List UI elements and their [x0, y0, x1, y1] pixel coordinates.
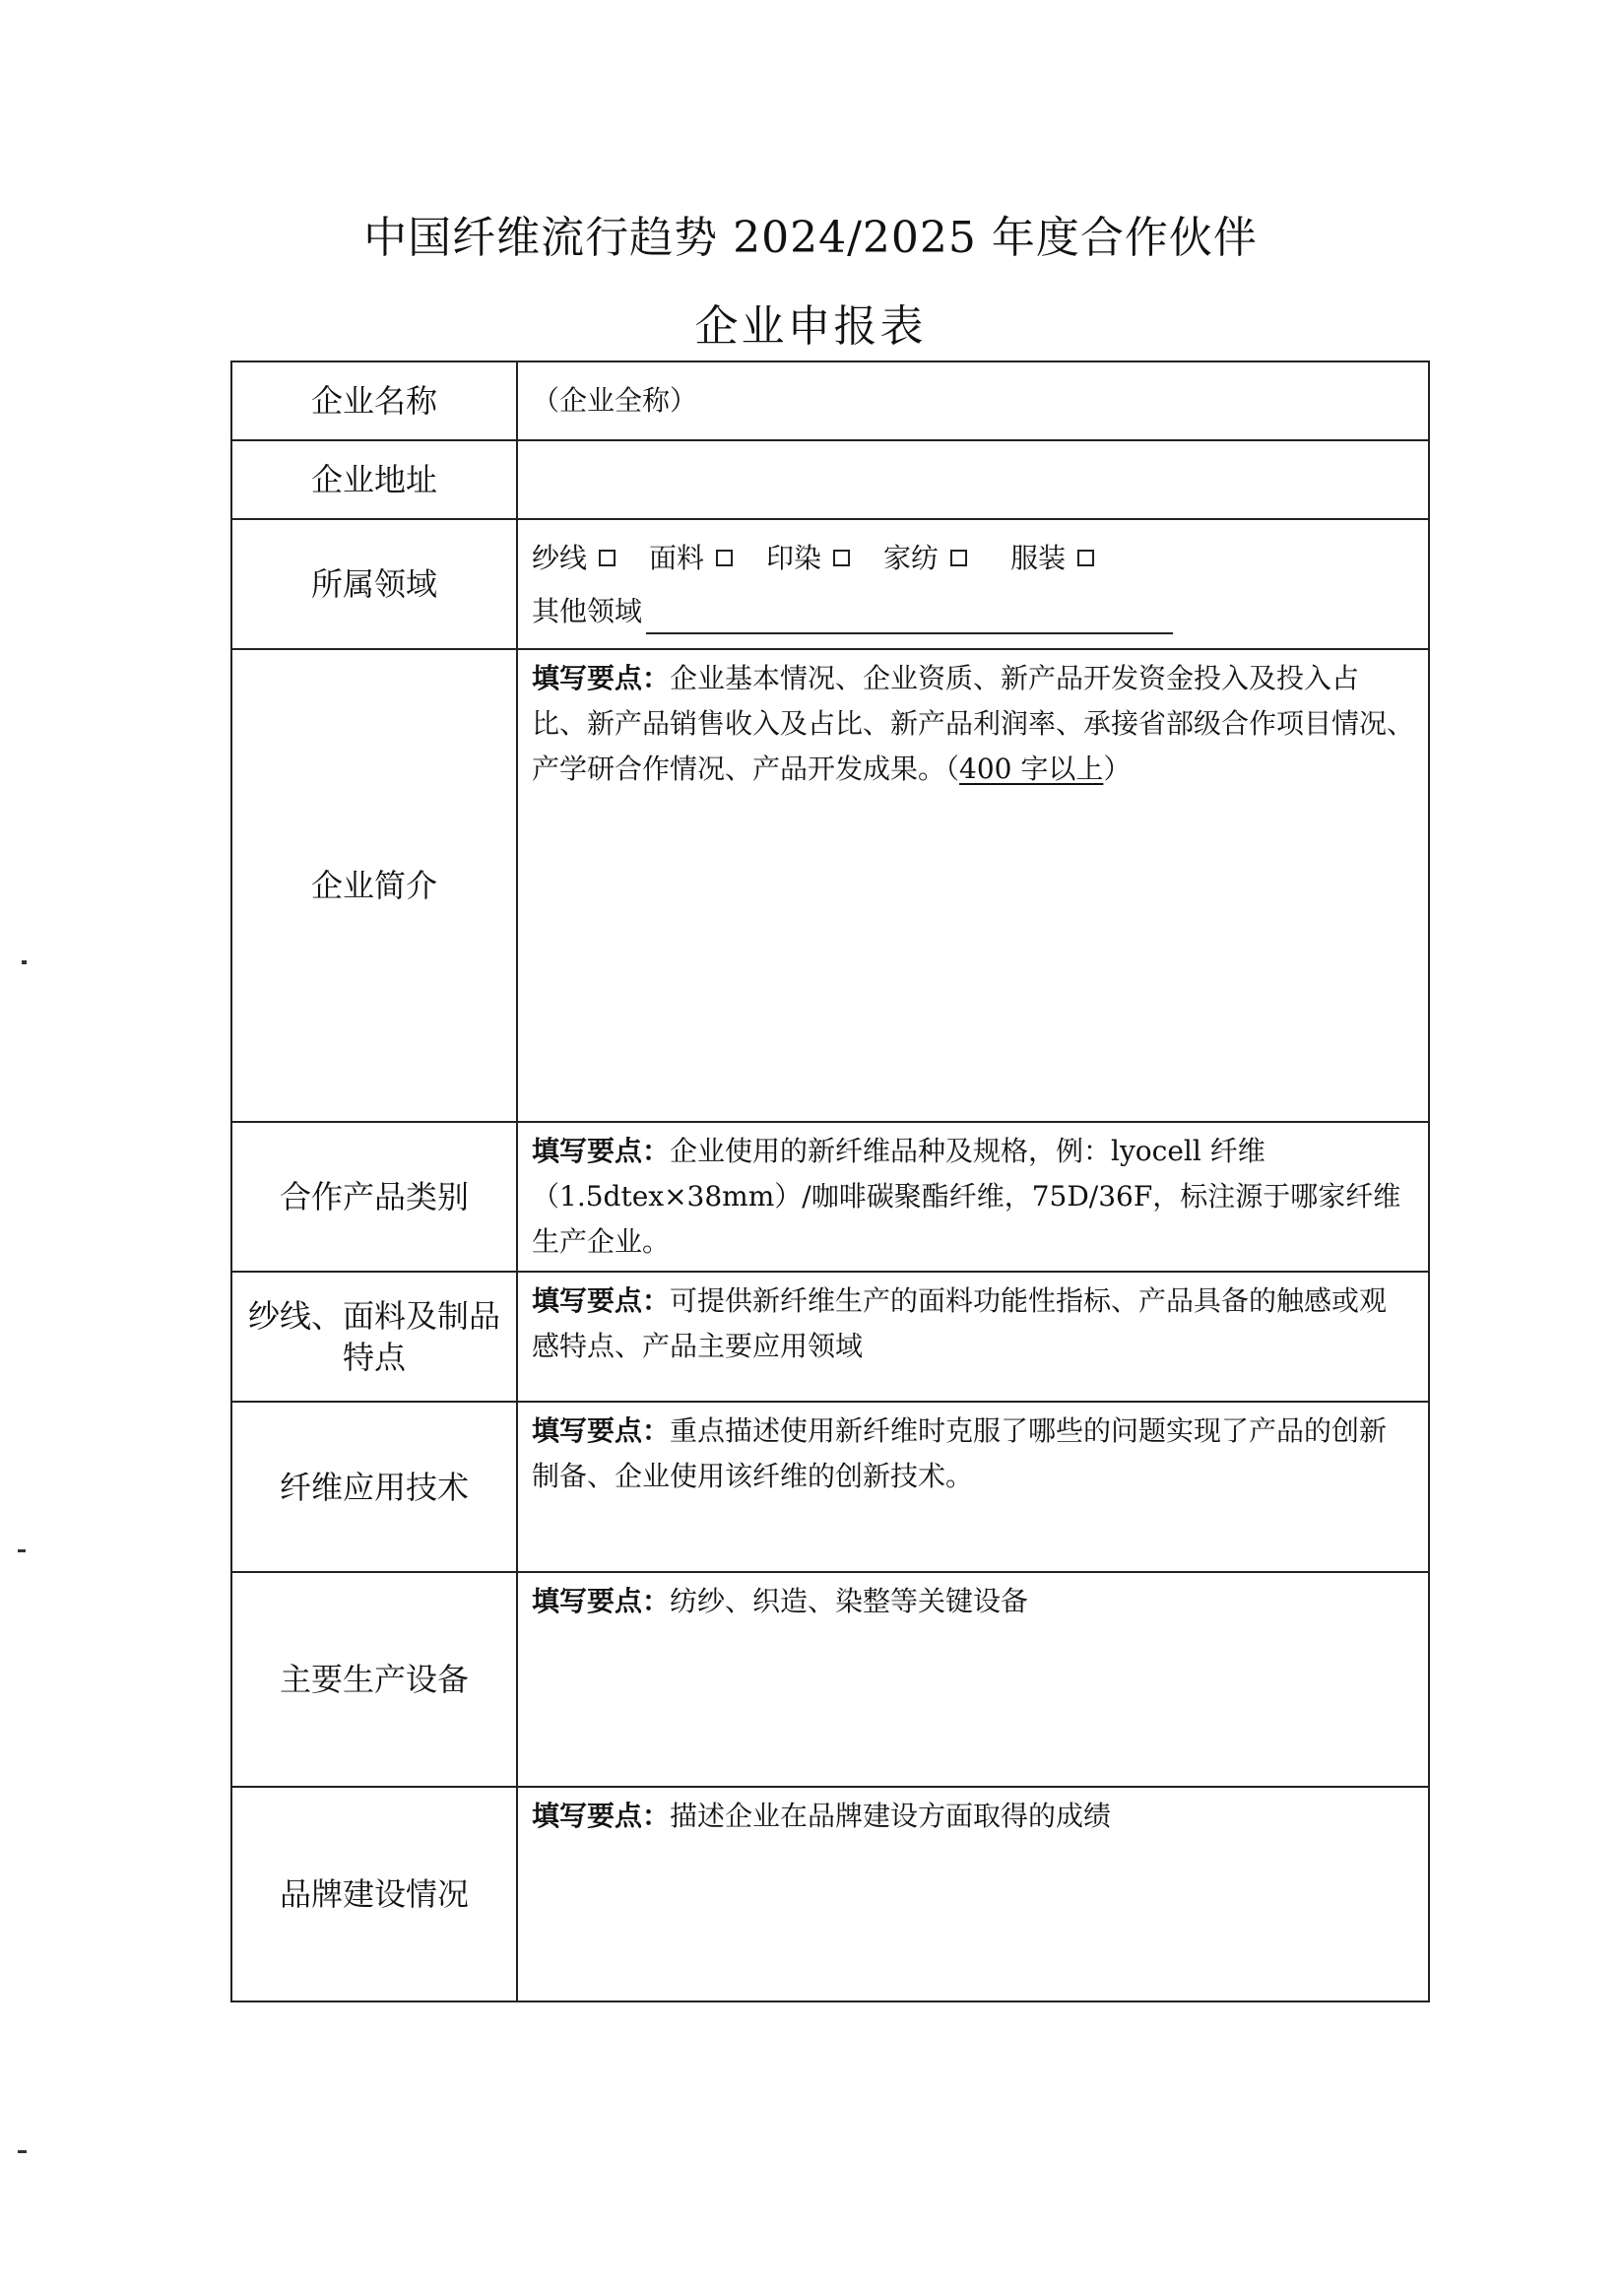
features-label: 纱线、面料及制品特点	[231, 1272, 517, 1402]
intro-hint: 企业基本情况、企业资质、新产品开发资金投入及投入占比、新产品销售收入及占比、新产品利润率、承接省部级合作项目情况、产学研合作情况、产品开发成果。	[532, 662, 1415, 785]
field-option-home-textile[interactable]: 家纺	[883, 536, 967, 581]
intro-label: 企业简介	[231, 649, 517, 1122]
checkbox-icon[interactable]	[599, 550, 616, 566]
row-field	[231, 519, 1429, 649]
company-address-field[interactable]	[517, 440, 1429, 519]
scan-speck	[22, 960, 27, 964]
company-name-label: 企业名称	[231, 361, 517, 440]
application-form-table	[230, 361, 1430, 2002]
document-subtitle: 企业申报表	[694, 301, 927, 352]
field-option-apparel[interactable]: 服装	[1010, 536, 1094, 581]
intro-hint-close: ）	[1103, 753, 1132, 785]
intro-hint-wordcount: 400 字以上	[959, 753, 1104, 785]
field-other	[532, 589, 1414, 634]
field-option-yarn[interactable]: 纱线	[532, 536, 616, 581]
row-intro	[231, 649, 1429, 1122]
product-label: 合作产品类别	[231, 1122, 517, 1272]
intro-field[interactable]	[517, 649, 1429, 1122]
features-hint: 可提供新纤维生产的面料功能性指标、产品具备的触感或观感特点、产品主要应用领域	[532, 1284, 1388, 1362]
features-field[interactable]	[517, 1272, 1429, 1402]
equipment-hint-label: 填写要点：	[532, 1585, 671, 1617]
checkbox-icon[interactable]	[950, 550, 967, 566]
scan-speck	[18, 2150, 27, 2153]
document-title: 中国纤维流行趋势 2024/2025 年度合作伙伴	[363, 213, 1258, 263]
intro-hint-label: 填写要点：	[532, 662, 671, 694]
field-other-label: 其他领域	[532, 595, 643, 627]
features-hint-label: 填写要点：	[532, 1284, 671, 1317]
field-option-fabric[interactable]: 面料	[649, 536, 733, 581]
row-equipment	[231, 1572, 1429, 1787]
row-tech	[231, 1402, 1429, 1572]
row-brand	[231, 1787, 1429, 2001]
checkbox-icon[interactable]	[1077, 550, 1094, 566]
row-product	[231, 1122, 1429, 1272]
field-options-cell	[517, 519, 1429, 649]
tech-hint-label: 填写要点：	[532, 1414, 671, 1447]
field-other-input[interactable]	[646, 599, 1173, 634]
product-hint-label: 填写要点：	[532, 1135, 671, 1167]
company-address-label: 企业地址	[231, 440, 517, 519]
field-label: 所属领域	[231, 519, 517, 649]
intro-hint-open: （	[945, 753, 960, 785]
field-option-dyeing[interactable]: 印染	[766, 536, 850, 581]
equipment-hint: 纺纱、织造、染整等关键设备	[670, 1585, 1029, 1617]
brand-hint: 描述企业在品牌建设方面取得的成绩	[670, 1800, 1112, 1832]
row-features	[231, 1272, 1429, 1402]
checkbox-icon[interactable]	[833, 550, 850, 566]
product-field[interactable]	[517, 1122, 1429, 1272]
equipment-label: 主要生产设备	[231, 1572, 517, 1787]
company-name-placeholder: （企业全称）	[532, 384, 698, 417]
field-options	[532, 536, 1414, 581]
brand-label: 品牌建设情况	[231, 1787, 517, 2001]
row-company-address	[231, 440, 1429, 519]
product-hint: 企业使用的新纤维品种及规格，例：lyocell 纤维（1.5dtex×38mm）/咖啡碳聚酯纤维，75D/36F，标注源于哪家纤维生产企业。	[532, 1135, 1401, 1258]
tech-field[interactable]	[517, 1402, 1429, 1572]
checkbox-icon[interactable]	[716, 550, 733, 566]
scan-speck	[18, 1549, 26, 1552]
company-name-field[interactable]	[517, 361, 1429, 440]
equipment-field[interactable]	[517, 1572, 1429, 1787]
brand-field[interactable]	[517, 1787, 1429, 2001]
tech-label: 纤维应用技术	[231, 1402, 517, 1572]
tech-hint: 重点描述使用新纤维时克服了哪些的问题实现了产品的创新制备、企业使用该纤维的创新技术。	[532, 1414, 1388, 1492]
row-company-name	[231, 361, 1429, 440]
brand-hint-label: 填写要点：	[532, 1800, 671, 1832]
